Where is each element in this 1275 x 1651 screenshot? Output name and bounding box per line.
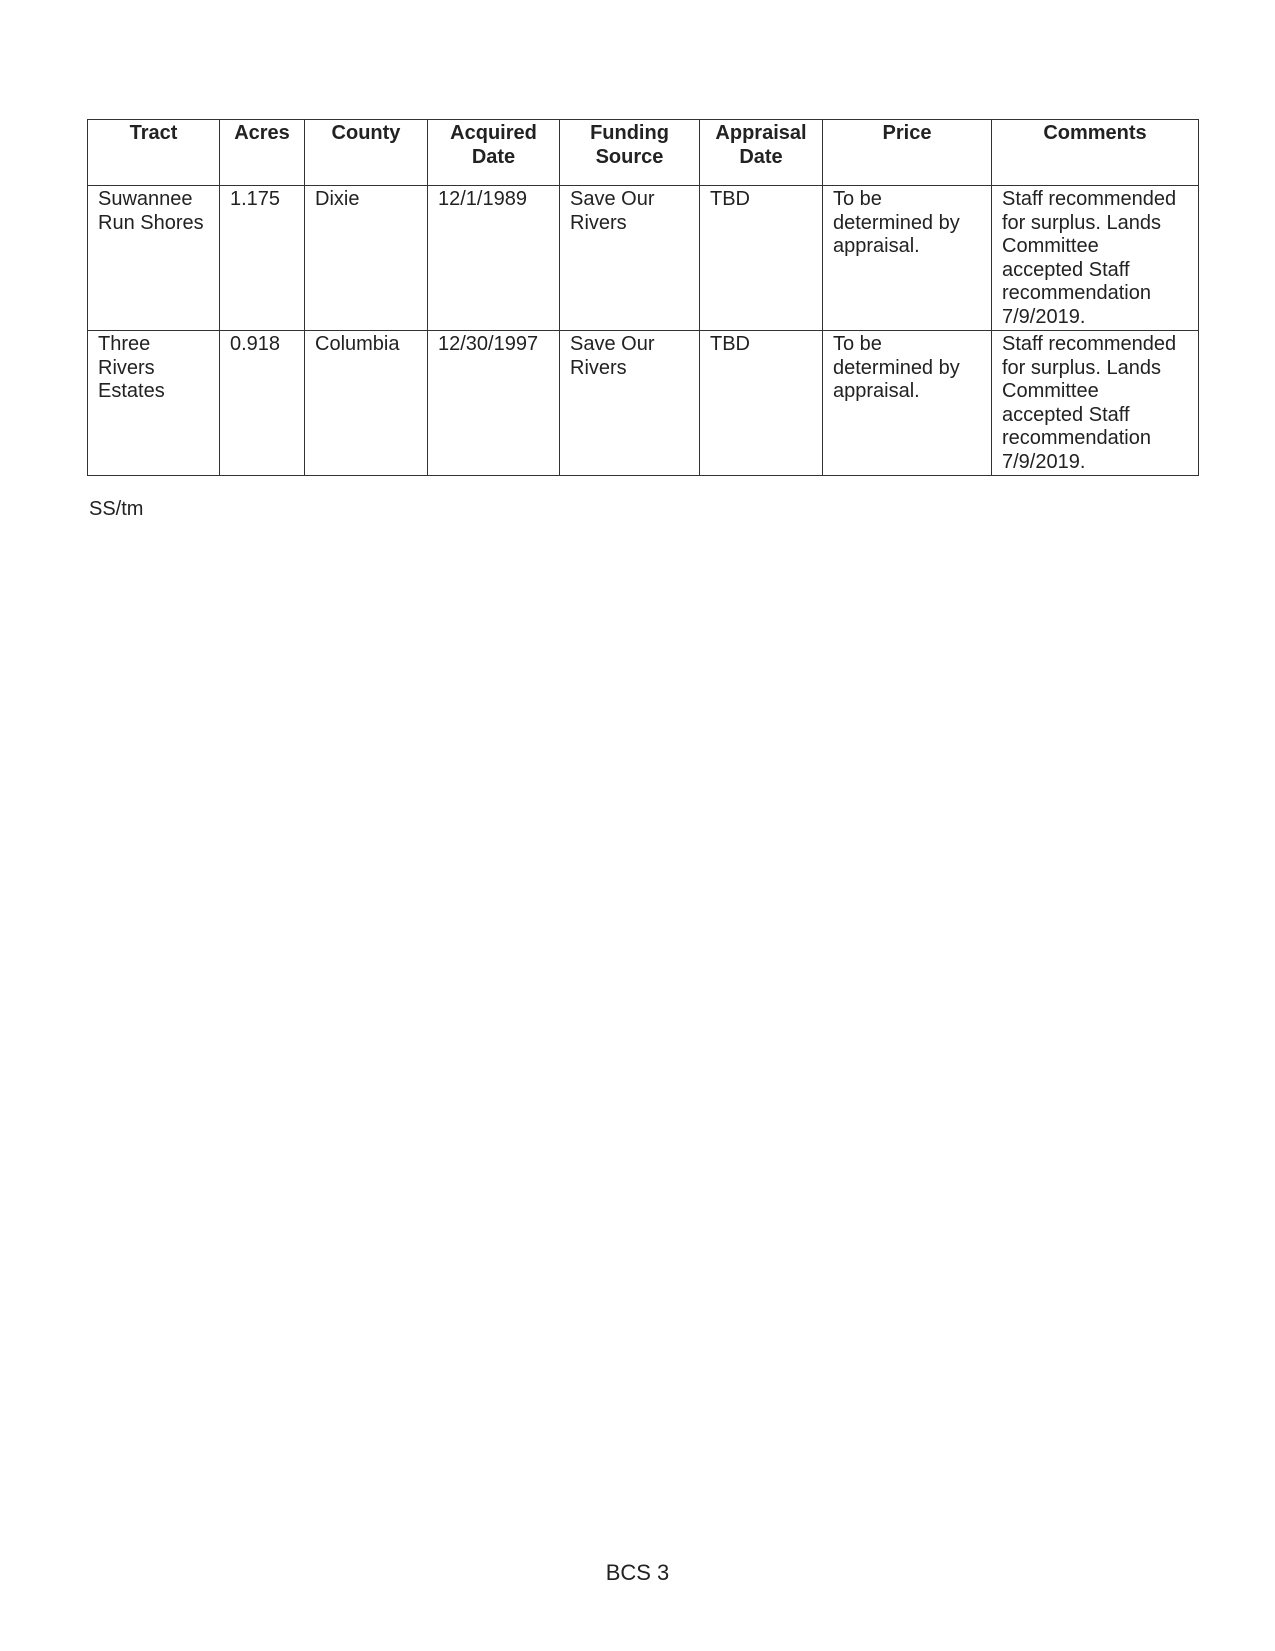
header-row (88, 120, 1199, 186)
page-number: BCS 3 (605, 1560, 670, 1585)
table-row (88, 186, 1199, 331)
cell-acres: 1.175 (220, 186, 305, 331)
cell-tract: Suwannee Run Shores (88, 186, 220, 331)
cell-appraisal-date: TBD (700, 331, 823, 476)
cell-comments: Staff recommended for surplus. Lands Committee accepted Staff recommendation 7/9/2019. (992, 186, 1199, 331)
cell-acquired-date: 12/1/1989 (428, 186, 560, 331)
cell-funding-source: Save Our Rivers (560, 331, 700, 476)
cell-price: To be determined by appraisal. (823, 331, 992, 476)
header-county: County (305, 120, 428, 186)
cell-price: To be determined by appraisal. (823, 186, 992, 331)
cell-county: Dixie (305, 186, 428, 331)
cell-acquired-date: 12/30/1997 (428, 331, 560, 476)
author-initials: SS/tm (89, 498, 144, 520)
cell-funding-source: Save Our Rivers (560, 186, 700, 331)
table-row (88, 331, 1199, 476)
header-comments: Comments (992, 120, 1199, 186)
table-header (88, 120, 1199, 186)
surplus-lands-table (87, 119, 1199, 476)
header-appraisal-date: Appraisal Date (700, 120, 823, 186)
table-body (88, 186, 1199, 476)
cell-appraisal-date: TBD (700, 186, 823, 331)
header-funding-source: Funding Source (560, 120, 700, 186)
header-acres: Acres (220, 120, 305, 186)
header-price: Price (823, 120, 992, 186)
cell-acres: 0.918 (220, 331, 305, 476)
cell-county: Columbia (305, 331, 428, 476)
header-acquired-date: Acquired Date (428, 120, 560, 186)
cell-tract: Three Rivers Estates (88, 331, 220, 476)
header-tract: Tract (88, 120, 220, 186)
cell-comments: Staff recommended for surplus. Lands Committee accepted Staff recommendation 7/9/2019. (992, 331, 1199, 476)
